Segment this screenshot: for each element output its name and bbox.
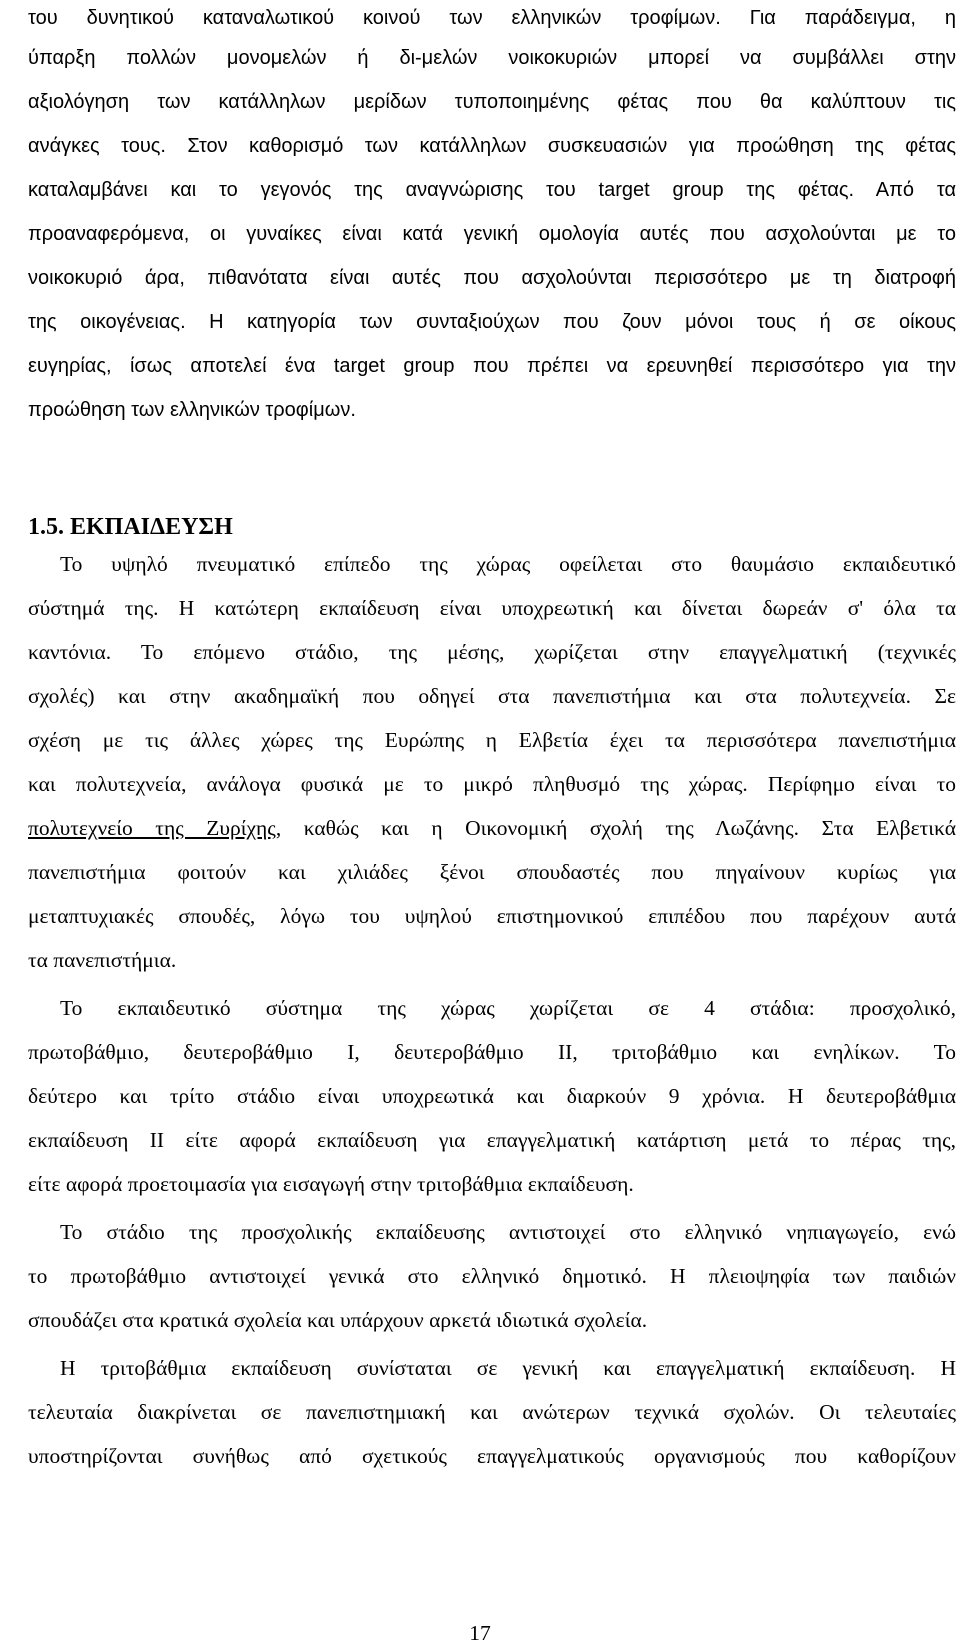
- body-text-line: εκπαίδευση II είτε αφορά εκπαίδευση για επαγγελματική κατάρτιση μετά το πέρας της,: [28, 1128, 956, 1152]
- underlined-phrase: πολυτεχνείο της Ζυρίχης: [28, 816, 276, 840]
- body-text-line: ευγηρίας, ίσως αποτελεί ένα target group που πρέπει να ερευνηθεί περισσότερο για την: [28, 355, 956, 377]
- body-text-line: σύστημά της. Η κατώτερη εκπαίδευση είναι υποχρεωτική και δίνεται δωρεάν σ' όλα τα: [28, 596, 956, 620]
- body-text-line: του δυνητικού καταναλωτικού κοινού των ελληνικών τροφίμων. Για παράδειγμα, η: [28, 7, 956, 29]
- body-text-line: τελευταία διακρίνεται σε πανεπιστημιακή και ανώτερων τεχνικά σχολών. Οι τελευταίες: [28, 1400, 956, 1424]
- body-text-line: είτε αφορά προετοιμασία για εισαγωγή στην τριτοβάθμια εκπαίδευση.: [28, 1172, 634, 1196]
- body-text-line: Η τριτοβάθμια εκπαίδευση συνίσταται σε γενική και επαγγελματική εκπαίδευση. Η: [60, 1356, 956, 1380]
- body-text-line: υποστηρίζονται συνήθως από σχετικούς επαγγελματικούς οργανισμούς που καθορίζουν: [28, 1444, 956, 1468]
- body-text-fragment: , καθώς και η Οικονομική σχολή της Λωζάνης. Στα Ελβετικά: [275, 816, 956, 840]
- body-text-line: προώθηση των ελληνικών τροφίμων.: [28, 399, 356, 421]
- body-text-line: τα πανεπιστήμια.: [28, 948, 177, 972]
- page-number: 17: [469, 1621, 491, 1645]
- section-heading: 1.5. ΕΚΠΑΙΔΕΥΣΗ: [28, 514, 233, 540]
- body-text-line: πανεπιστήμια φοιτούν και χιλιάδες ξένοι σπουδαστές που πηγαίνουν κυρίως για: [28, 860, 956, 884]
- body-text-line: μεταπτυχιακές σπουδές, λόγω του υψηλού επιστημονικού επιπέδου που παρέχουν αυτά: [28, 904, 956, 928]
- body-text-line: Το εκπαιδευτικό σύστημα της χώρας χωρίζεται σε 4 στάδια: προσχολικό,: [60, 996, 956, 1020]
- body-text-line: σχολές) και στην ακαδημαϊκή που οδηγεί στα πανεπιστήμια και στα πολυτεχνεία. Σε: [28, 684, 956, 708]
- body-text-line: Το στάδιο της προσχολικής εκπαίδευσης αντιστοιχεί στο ελληνικό νηπιαγωγείο, ενώ: [60, 1220, 956, 1244]
- body-text-line: καταλαμβάνει και το γεγονός της αναγνώρισης του target group της φέτας. Από τα: [28, 179, 956, 201]
- body-text-line: νοικοκυριό άρα, πιθανότατα είναι αυτές που ασχολούνται περισσότερο με τη διατροφή: [28, 267, 956, 289]
- body-text-line: της οικογένειας. Η κατηγορία των συνταξιούχων που ζουν μόνοι τους ή σε οίκους: [28, 311, 956, 333]
- body-text-line: προαναφερόμενα, οι γυναίκες είναι κατά γενική ομολογία αυτές που ασχολούνται με το: [28, 223, 956, 245]
- body-text-line: πρωτοβάθμιο, δευτεροβάθμιο I, δευτεροβάθμιο II, τριτοβάθμιο και ενηλίκων. Το: [28, 1040, 956, 1064]
- body-text-line: ύπαρξη πολλών μονομελών ή δι-μελών νοικοκυριών μπορεί να συμβάλλει στην: [28, 47, 956, 69]
- body-text-line: ανάγκες τους. Στον καθορισμό των κατάλληλων συσκευασιών για προώθηση της φέτας: [28, 135, 956, 157]
- body-text-line: αξιολόγηση των κατάλληλων μερίδων τυποποιημένης φέτας που θα καλύπτουν τις: [28, 91, 956, 113]
- body-text-line: σπουδάζει στα κρατικά σχολεία και υπάρχουν αρκετά ιδιωτικά σχολεία.: [28, 1308, 648, 1332]
- body-text-line: και πολυτεχνεία, ανάλογα φυσικά με το μικρό πληθυσμό της χώρας. Περίφημο είναι το: [28, 772, 956, 796]
- body-text-line: το πρωτοβάθμιο αντιστοιχεί γενικά στο ελληνικό δημοτικό. Η πλειοψηφία των παιδιών: [28, 1264, 956, 1288]
- body-text-line: δεύτερο και τρίτο στάδιο είναι υποχρεωτικά και διαρκούν 9 χρόνια. Η δευτεροβάθμια: [28, 1084, 956, 1108]
- body-text-line: Το υψηλό πνευματικό επίπεδο της χώρας οφείλεται στο θαυμάσιο εκπαιδευτικό: [60, 552, 956, 576]
- body-text-line: καντόνια. Το επόμενο στάδιο, της μέσης, χωρίζεται στην επαγγελματική (τεχνικές: [28, 640, 956, 664]
- body-text-line: [28, 813, 956, 843]
- body-text-line: σχέση με τις άλλες χώρες της Ευρώπης η Ελβετία έχει τα περισσότερα πανεπιστήμια: [28, 728, 956, 752]
